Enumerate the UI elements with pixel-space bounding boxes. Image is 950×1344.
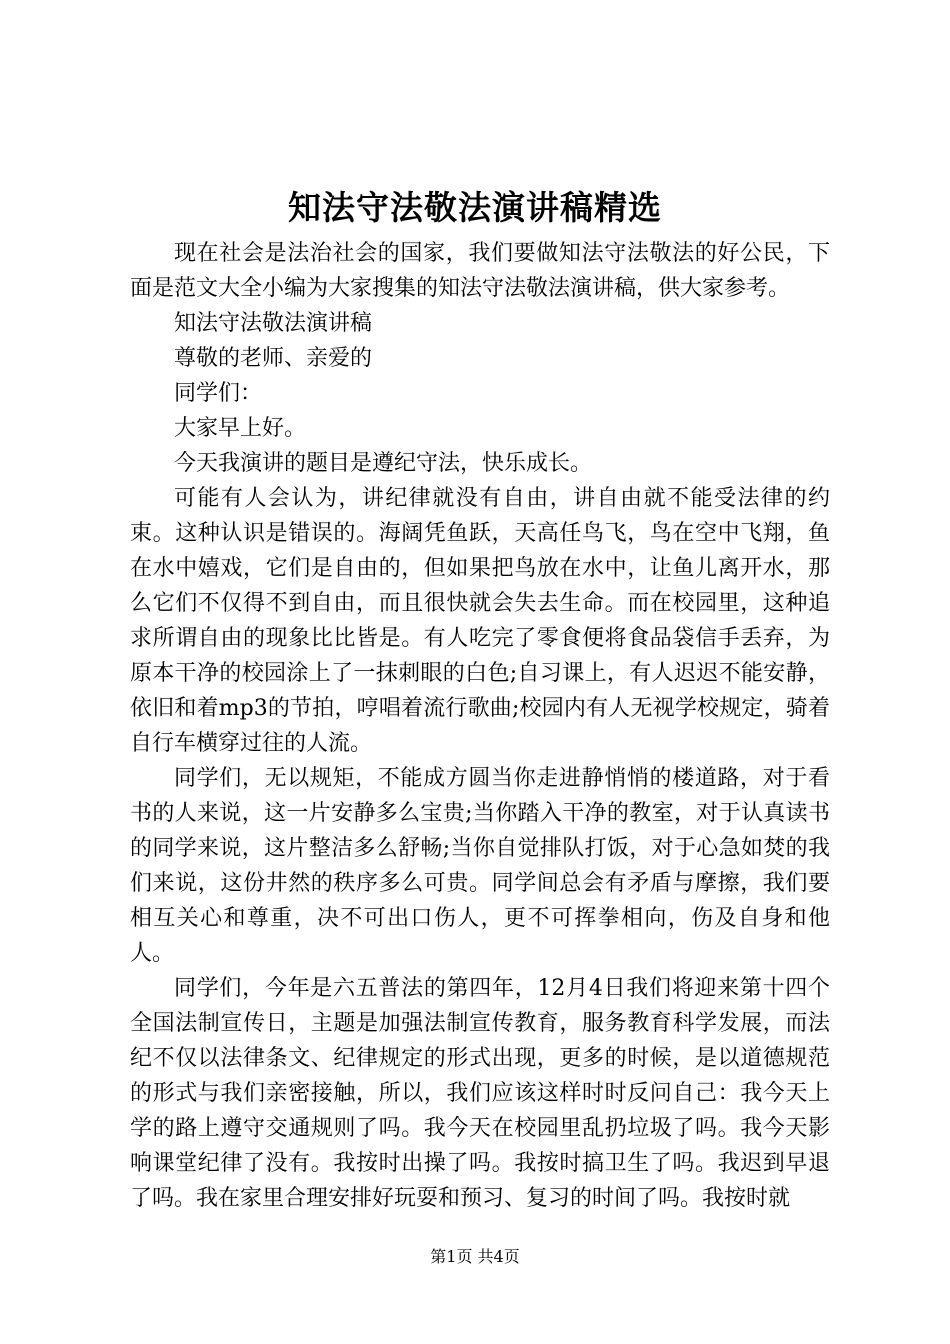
paragraph-greeting: 大家早上好。 — [174, 416, 307, 441]
paragraph-salutation: 尊敬的老师、亲爱的 — [174, 346, 373, 371]
page-footer: 第1页 共4页 — [430, 1247, 520, 1266]
document-title: 知法守法敬法演讲稿精选 — [288, 188, 662, 227]
paragraph-speech-title: 知法守法敬法演讲稿 — [174, 311, 373, 336]
paragraph-law-day: 同学们，今年是六五普法的第四年，12月4日我们将迎来第十四个全国法制宣传日，主题是加强法制宣传教育，服务教育科学发展，而法纪不仅以法律条文、纪律规定的形式出现，更多的时候，是以道德规范的形式与我们亲密接触，所以，我们应该这样时时反问自己：我今天上学的路上遵守交通规则了吗。我今天在校园里乱扔垃圾了吗。我今天影响课堂纪律了没有。我按时出操了吗。我按时搞卫生了吗。我迟到早退了吗。我在家里合理安排好玩耍和预习、复习的时间了吗。我按时就 — [130, 976, 830, 1211]
paragraph-rules: 同学们，无以规矩，不能成方圆当你走进静悄悄的楼道路，对于看书的人来说，这一片安静多么宝贵;当你踏入干净的教室，对于认真读书的同学来说，这片整洁多么舒畅;当你自觉排队打饭，对于心急如焚的我们来说，这份井然的秩序多么可贵。同学间总会有矛盾与摩擦，我们要相互关心和尊重，决不可出口伤人，更不可挥拳相向，伤及自身和他人。 — [130, 766, 830, 966]
paragraph-salutation-cont: 同学们： — [174, 381, 263, 406]
paragraph-intro: 现在社会是法治社会的国家，我们要做知法守法敬法的好公民，下面是范文大全小编为大家搜集的知法守法敬法演讲稿，供大家参考。 — [130, 241, 830, 301]
document-body — [130, 236, 830, 1216]
paragraph-freedom: 可能有人会认为，讲纪律就没有自由，讲自由就不能受法律的约束。这种认识是错误的。海阔凭鱼跃，天高任鸟飞，鸟在空中飞翔，鱼在水中嬉戏，它们是自由的，但如果把鸟放在水中，让鱼儿离开水，那么它们不仅得不到自由，而且很快就会失去生命。而在校园里，这种追求所谓自由的现象比比皆是。有人吃完了零食便将食品袋信手丢弃，为原本干净的校园涂上了一抹刺眼的白色;自习课上，有人迟迟不能安静，依旧和着mp3的节拍，哼唱着流行歌曲;校园内有人无视学校规定，骑着自行车横穿过往的人流。 — [130, 486, 830, 756]
paragraph-topic: 今天我演讲的题目是遵纪守法，快乐成长。 — [174, 451, 593, 476]
